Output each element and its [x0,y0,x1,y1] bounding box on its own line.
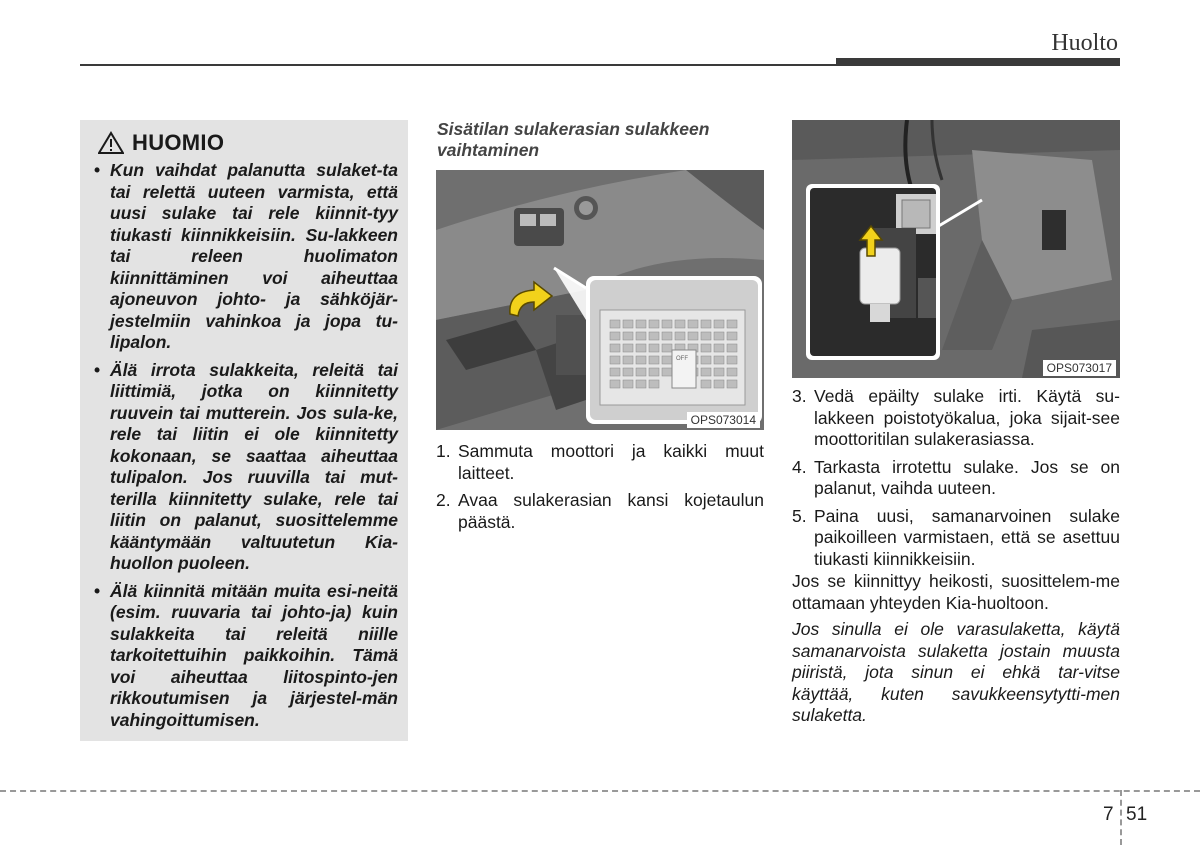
section-title: Huolto [1051,30,1118,56]
step-item [792,506,1120,571]
warning-list [92,160,398,731]
page-number: 51 [1126,804,1148,825]
step-number: 2. [436,490,451,510]
step-item [792,386,1120,451]
step-number: 1. [436,441,451,461]
engine-fuse-box-photo [792,120,1120,378]
step-item [436,490,764,533]
steps-list [792,386,1120,576]
steps-list [436,441,764,539]
step-text: Vedä epäilty sulake irti. Käytä su-lakkeen poistotyökalua, joka sijait-see moottoritilan sulakerasiassa. [814,386,1120,449]
step-text: Paina uusi, samanarvoinen sulake paikoilleen varmistaen, että se asettuu tiukasti kiinnikkeisiin. [814,505,1120,569]
step-item [436,441,764,484]
page-number-divider [1120,790,1122,845]
warning-title: HUOMIO [132,130,225,155]
step-number: 3. [792,386,807,406]
photo-code: OPS073014 [687,412,760,428]
warning-item: • Älä irrota sulakkeita, releitä tai liittimiä, jotka on kiinnitetty ruuvein tai mutterein. Jos sula-ke, rele tai liitin ei ole kiinnitetty kokonaan, se saattaa aiheuttaa tulipalon. Jos ruuvilla tai mut-terilla kiinnitetty sulake, rele tai liitin on palanut, suosittelemme kääntymään valtuutetun Kia-huollon puoleen. [92,360,398,575]
dashboard-fuse-box-photo [436,170,764,430]
warning-item: • Kun vaihdat palanutta sulaket-ta tai relettä uuteen varmista, että uusi sulake tai rele kiinnit-tyy tiukasti kiinnikkeisiin. Su-lakkeen tai releen huolimaton kiinnittäminen voi aiheuttaa ajoneuvon johto- ja sähköjär-jestelmiin vahinkoa ja jopa tu-lipalon. [92,160,398,354]
curved-arrow-icon [504,280,556,320]
warning-box [80,120,408,741]
subsection-heading: Sisätilan sulakerasian sulakkeen vaihtaminen [437,119,710,160]
step-text: Avaa sulakerasian kansi kojetaulun päästä. [458,490,764,532]
step-number: 4. [792,456,807,477]
warning-header [98,130,398,156]
step-text: Tarkasta irrotettu sulake. Jos se on palanut, vaihda uuteen. [814,456,1120,498]
step-text: Sammuta moottori ja kaikki muut laitteet. [458,441,764,483]
warning-triangle-icon [98,131,124,155]
chapter-number: 7 [1103,804,1114,825]
footer-divider [0,790,1200,792]
step-number: 5. [792,505,807,526]
italic-note: Jos sinulla ei ole varasulaketta, käytä samanarvoista sulaketta jostain muusta piiristä, jota sinun ei ehkä tar-vitse käyttää, kuten savukkeensytytti-men sulaketta. [792,619,1120,725]
step-item [792,457,1120,500]
up-arrow-icon [858,224,884,258]
header-rule [80,64,836,66]
warning-item: • Älä kiinnitä mitään muita esi-neitä (esim. ruuvaria tai johto-ja) kuin sulakkeita tai releitä niille tarkoitettuihin paikkoihin. Tämä voi aiheuttaa liitospinto-jen rikkoutumisen ja järjestel-män vahingoittumisen. [92,581,398,732]
fuse-inset [806,184,940,360]
photo-code: OPS073017 [1043,360,1116,376]
header-rule-thick [836,58,1120,66]
off-switch-label: OFF [676,356,688,362]
body-paragraph: Jos se kiinnittyy heikosti, suosittelem-me ottamaan yhteyden Kia-huoltoon. [792,571,1120,613]
fuse-box-inset [586,276,762,424]
